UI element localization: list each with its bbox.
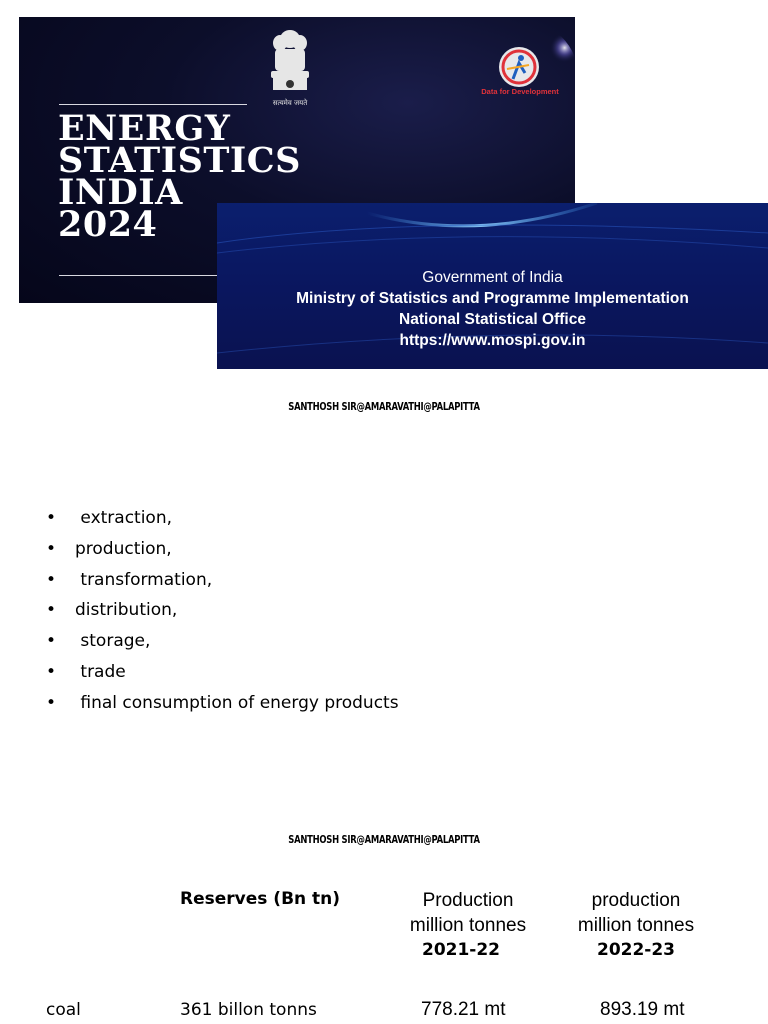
header-reserves: Reserves (Bn tn): [180, 889, 341, 909]
header-year: 2021-22: [421, 940, 501, 960]
ministry-line: Government of India: [422, 269, 563, 286]
energy-stages-list: [46, 505, 399, 721]
header-production-2022-23: [561, 888, 711, 963]
header-year: 2022-23: [596, 940, 676, 960]
logo-caption: Data for Development: [481, 87, 559, 96]
national-emblem-icon: [265, 25, 315, 105]
list-item: • production,: [46, 536, 399, 567]
table-cell-reserves: 361 billon tonns: [180, 1000, 317, 1020]
cover-title-line: STATISTICS: [58, 140, 301, 181]
bullet-icon: •: [46, 538, 57, 559]
header-line: Production: [422, 890, 514, 911]
header-line: million tonnes: [409, 915, 527, 936]
bullet-icon: •: [46, 600, 57, 621]
bullet-icon: •: [46, 661, 57, 682]
bullet-icon: •: [46, 569, 57, 590]
ministry-line: Ministry of Statistics and Programme Implementation: [296, 290, 689, 307]
cover-title-line: ENERGY: [58, 108, 231, 149]
header-production-2021-22: [393, 888, 543, 963]
table-row-name: coal: [46, 1000, 81, 1020]
cover-title-line: INDIA: [58, 172, 183, 213]
emblem-motto: सत्यमेव जयते: [272, 99, 308, 107]
author-watermark: SANTHOSH SIR@AMARAVATHI@PALAPITTA: [288, 400, 480, 413]
ministry-url[interactable]: https://www.mospi.gov.in: [399, 332, 586, 349]
ministry-banner: [217, 203, 768, 369]
table-cell-prod-2021-22: 778.21 mt: [421, 999, 506, 1020]
author-watermark: SANTHOSH SIR@AMARAVATHI@PALAPITTA: [288, 833, 480, 846]
list-item: • distribution,: [46, 597, 399, 628]
header-line: production: [591, 890, 681, 911]
list-item: • extraction,: [46, 505, 399, 536]
cover-rule-top: [59, 104, 247, 105]
list-item: • transformation,: [46, 567, 399, 598]
ministry-text: [217, 267, 768, 351]
list-item: • trade: [46, 659, 399, 690]
bullet-icon: •: [46, 692, 57, 713]
header-line: million tonnes: [577, 915, 695, 936]
table-cell-prod-2022-23: 893.19 mt: [600, 999, 685, 1020]
cover-title-line: 2024: [58, 204, 158, 245]
list-item: • storage,: [46, 628, 399, 659]
bullet-icon: •: [46, 508, 57, 528]
ministry-line: National Statistical Office: [399, 311, 586, 328]
list-item: • final consumption of energy products: [46, 690, 399, 721]
bullet-icon: •: [46, 631, 57, 652]
